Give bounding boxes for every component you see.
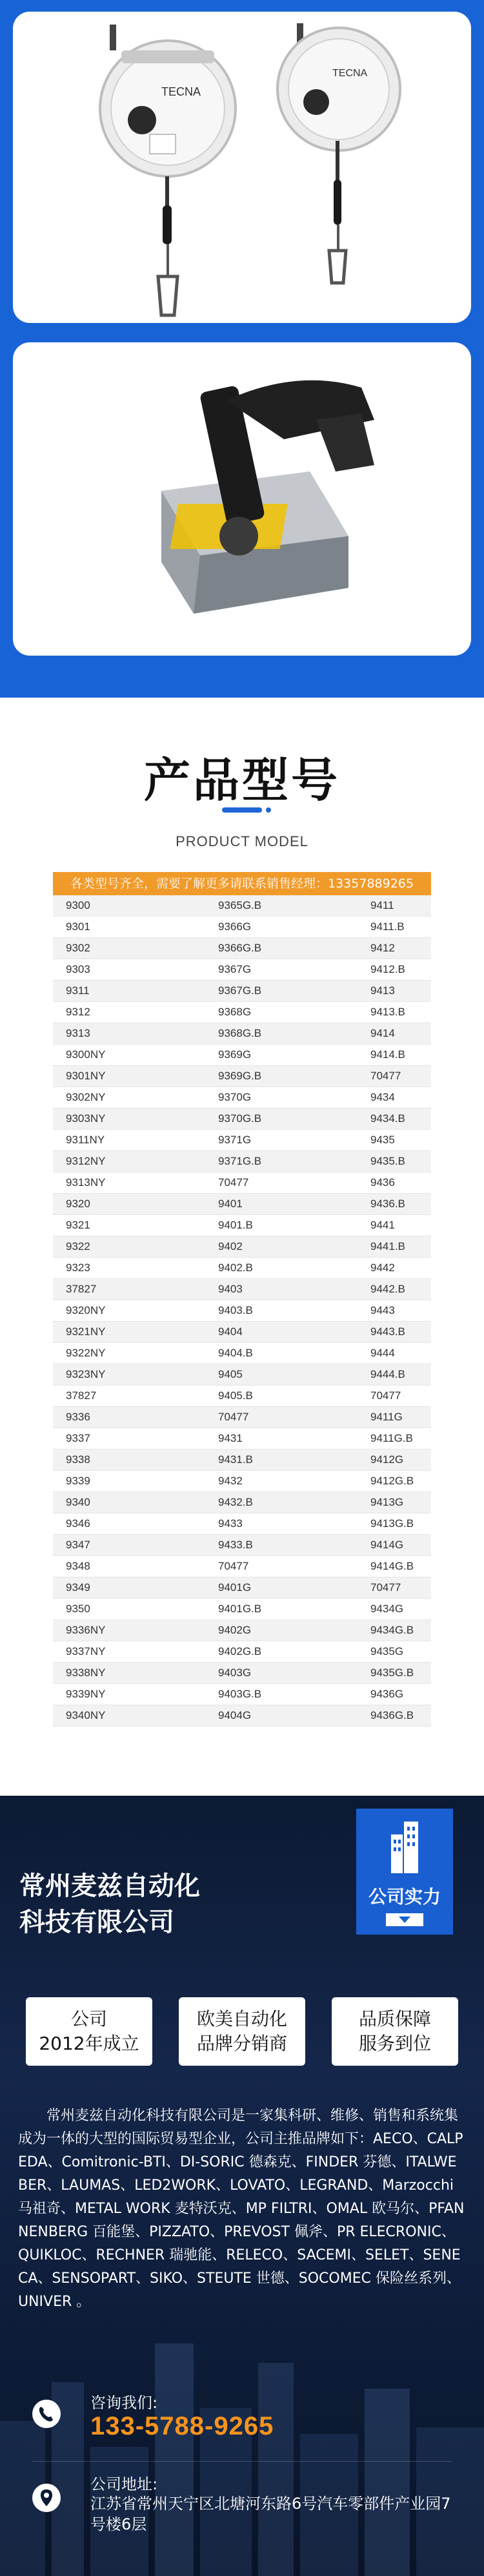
- model-cell: 9404: [205, 1322, 358, 1343]
- model-table: [53, 895, 431, 1727]
- model-cell: 9414G: [358, 1535, 431, 1556]
- model-cell: 9436G: [358, 1684, 431, 1705]
- table-row: [53, 1705, 431, 1727]
- table-row: [53, 1513, 431, 1535]
- table-row: [53, 1428, 431, 1449]
- model-cell: 9369G.B: [205, 1066, 358, 1087]
- model-cell: 9411: [358, 895, 431, 917]
- model-cell: 9444: [358, 1343, 431, 1364]
- location-pin-icon: [32, 2484, 61, 2512]
- title-underline: [222, 807, 262, 813]
- model-cell: 9435.B: [358, 1151, 431, 1172]
- model-cell: 9432.B: [205, 1492, 358, 1513]
- model-cell: 9436G.B: [358, 1705, 431, 1727]
- table-row: [53, 895, 431, 917]
- table-row: [53, 917, 431, 938]
- phone-number[interactable]: 133-5788-9265: [90, 2412, 274, 2440]
- model-cell: 9312: [53, 1002, 205, 1023]
- model-cell: 9347: [53, 1535, 205, 1556]
- model-cell: 9402G: [205, 1620, 358, 1641]
- table-row: [53, 1471, 431, 1492]
- model-cell: 9436: [358, 1172, 431, 1194]
- model-cell: 9404G: [205, 1705, 358, 1727]
- model-cell: 9414G.B: [358, 1556, 431, 1577]
- tool-support-image: [13, 342, 471, 656]
- model-cell: 9320: [53, 1194, 205, 1215]
- model-cell: 9320NY: [53, 1300, 205, 1322]
- svg-text:TECNA: TECNA: [332, 68, 368, 79]
- table-row: [53, 1449, 431, 1471]
- model-cell: 9413G.B: [358, 1513, 431, 1535]
- model-cell: 9322: [53, 1236, 205, 1258]
- model-cell: 9414: [358, 1023, 431, 1044]
- company-name-line2: 科技有限公司: [19, 1907, 174, 1937]
- model-cell: 9435G: [358, 1641, 431, 1663]
- table-row: [53, 1087, 431, 1108]
- model-cell: 9413: [358, 981, 431, 1002]
- table-row: [53, 938, 431, 959]
- product-model-section: [0, 698, 484, 1796]
- phone-icon: [32, 2400, 61, 2428]
- model-cell: 37827: [53, 1386, 205, 1407]
- model-cell: 9413.B: [358, 1002, 431, 1023]
- table-row: [53, 1002, 431, 1023]
- table-row: [53, 1599, 431, 1620]
- table-row: [53, 1066, 431, 1087]
- model-cell: 9339: [53, 1471, 205, 1492]
- model-cell: 9403G.B: [205, 1684, 358, 1705]
- model-cell: 9301: [53, 917, 205, 938]
- model-cell: 9441.B: [358, 1236, 431, 1258]
- model-cell: 9368G.B: [205, 1023, 358, 1044]
- model-cell: 9412: [358, 938, 431, 959]
- model-cell: 9433.B: [205, 1535, 358, 1556]
- model-cell: 9311NY: [53, 1130, 205, 1151]
- table-row: [53, 1364, 431, 1386]
- feature-quality: [332, 1997, 458, 2066]
- chevron-down-icon: [386, 1913, 423, 1926]
- divider: [32, 2461, 452, 2462]
- model-cell: 9336: [53, 1407, 205, 1428]
- model-cell: 9414.B: [358, 1044, 431, 1066]
- model-cell: 70477: [358, 1577, 431, 1599]
- model-cell: 9346: [53, 1513, 205, 1535]
- model-cell: 9303: [53, 959, 205, 981]
- model-cell: 9401.B: [205, 1215, 358, 1236]
- model-cell: 9366G.B: [205, 938, 358, 959]
- model-cell: 70477: [205, 1172, 358, 1194]
- model-cell: 37827: [53, 1279, 205, 1300]
- model-cell: 70477: [358, 1386, 431, 1407]
- model-cell: 9337: [53, 1428, 205, 1449]
- table-row: [53, 1620, 431, 1641]
- table-row: [53, 1172, 431, 1194]
- table-row: [53, 1684, 431, 1705]
- model-cell: 9301NY: [53, 1066, 205, 1087]
- company-name-line1: 常州麦兹自动化: [19, 1871, 200, 1901]
- model-cell: 9368G: [205, 1002, 358, 1023]
- model-cell: 9366G: [205, 917, 358, 938]
- model-cell: 9321: [53, 1215, 205, 1236]
- product-hero: [0, 0, 484, 698]
- model-cell: 9312NY: [53, 1151, 205, 1172]
- sales-notice-banner: 各类型号齐全，需要了解更多请联系销售经理：13357889265: [53, 872, 431, 895]
- model-cell: 9349: [53, 1577, 205, 1599]
- table-row: [53, 1258, 431, 1279]
- table-row: [53, 1577, 431, 1599]
- model-cell: 9402G.B: [205, 1641, 358, 1663]
- product-photo-balancers: [13, 12, 471, 323]
- table-row: [53, 1130, 431, 1151]
- model-cell: 9402: [205, 1236, 358, 1258]
- model-cell: 9413G: [358, 1492, 431, 1513]
- model-cell: 9370G.B: [205, 1108, 358, 1130]
- model-cell: 9303NY: [53, 1108, 205, 1130]
- model-cell: 9402.B: [205, 1258, 358, 1279]
- table-row: [53, 1663, 431, 1684]
- table-row: [53, 1492, 431, 1513]
- model-cell: 9435G.B: [358, 1663, 431, 1684]
- table-row: [53, 1044, 431, 1066]
- company-section: [0, 1796, 484, 2576]
- company-strength-badge: [356, 1809, 453, 1935]
- company-name: [19, 1868, 342, 1940]
- table-row: [53, 1236, 431, 1258]
- table-row: [53, 1641, 431, 1663]
- table-row: [53, 1023, 431, 1044]
- feature-distributor: [179, 1997, 305, 2066]
- model-cell: 9340NY: [53, 1705, 205, 1727]
- svg-text:TECNA: TECNA: [161, 85, 201, 98]
- feature-line2: 品牌分销商: [196, 2033, 287, 2054]
- model-cell: 9411G.B: [358, 1428, 431, 1449]
- address-text: 江苏省常州天宁区北塘河东路6号汽车零部件产业园7号楼6层: [90, 2495, 451, 2533]
- table-row: [53, 1386, 431, 1407]
- table-row: [53, 1151, 431, 1172]
- table-row: [53, 1343, 431, 1364]
- model-cell: 9401G: [205, 1577, 358, 1599]
- model-cell: 9431: [205, 1428, 358, 1449]
- model-cell: 9338NY: [53, 1663, 205, 1684]
- model-cell: 9401: [205, 1194, 358, 1215]
- model-cell: 9369G: [205, 1044, 358, 1066]
- table-row: [53, 959, 431, 981]
- company-description: 常州麦兹自动化科技有限公司是一家集科研、维修、销售和系统集成为一体的大型的国际贸易型企业，公司主推品牌如下：AECO、CALPEDA、Comitronic-BTI、DI-SORIC 德森克、FINDER 芬德、ITALWEBER、LAUMAS、LED2WORK、LOVATO、LEGRAND、Marzocchi 马祖奇、METAL WORK 麦特沃克、MP FILTRI、OMAL 欧马尔、PFANNENBERG 百能堡、PIZZATO、PREVOST 佩斧、PR ELECRONIC、QUIKLOC、RECHNER 瑞驰能、RELECO、SACEMI、SELET、SENECA、SENSOPART、SIKO、STEUTE 世德、SOCOMEC 保险丝系列、UNIVER 。: [18, 2108, 465, 2310]
- model-cell: 9403G: [205, 1663, 358, 1684]
- model-cell: 9443: [358, 1300, 431, 1322]
- model-cell: 9311: [53, 981, 205, 1002]
- model-cell: 9348: [53, 1556, 205, 1577]
- model-cell: 9350: [53, 1599, 205, 1620]
- model-cell: 9339NY: [53, 1684, 205, 1705]
- spring-balancer-image: [13, 12, 471, 323]
- model-cell: 9321NY: [53, 1322, 205, 1343]
- model-cell: 70477: [358, 1066, 431, 1087]
- model-cell: 9405: [205, 1364, 358, 1386]
- model-cell: 9370G: [205, 1087, 358, 1108]
- model-cell: 9411G: [358, 1407, 431, 1428]
- feature-founded: [26, 1997, 152, 2066]
- model-cell: 9434G.B: [358, 1620, 431, 1641]
- model-cell: 9404.B: [205, 1343, 358, 1364]
- model-cell: 9436.B: [358, 1194, 431, 1215]
- table-row: [53, 1300, 431, 1322]
- model-cell: 9411.B: [358, 917, 431, 938]
- model-cell: 9442.B: [358, 1279, 431, 1300]
- table-row: [53, 1556, 431, 1577]
- model-cell: 9371G.B: [205, 1151, 358, 1172]
- model-cell: 9367G: [205, 959, 358, 981]
- model-cell: 9367G.B: [205, 981, 358, 1002]
- model-cell: 9323: [53, 1258, 205, 1279]
- model-cell: 9338: [53, 1449, 205, 1471]
- model-cell: 9336NY: [53, 1620, 205, 1641]
- section-title: 产品型号: [143, 753, 340, 807]
- model-cell: 9403.B: [205, 1300, 358, 1322]
- model-cell: 9405.B: [205, 1386, 358, 1407]
- model-cell: 9323NY: [53, 1364, 205, 1386]
- model-cell: 9434: [358, 1087, 431, 1108]
- model-cell: 9302: [53, 938, 205, 959]
- phone-label: 咨询我们:: [90, 2394, 158, 2412]
- feature-line1: 欧美自动化: [196, 2008, 287, 2030]
- table-row: [53, 1279, 431, 1300]
- model-cell: 9443.B: [358, 1322, 431, 1343]
- model-cell: 9337NY: [53, 1641, 205, 1663]
- model-cell: 9412G: [358, 1449, 431, 1471]
- model-cell: 9401G.B: [205, 1599, 358, 1620]
- table-row: [53, 1535, 431, 1556]
- model-cell: 9403: [205, 1279, 358, 1300]
- feature-line1: 品质保障: [358, 2008, 431, 2030]
- model-cell: 9302NY: [53, 1087, 205, 1108]
- feature-line2: 2012年成立: [39, 2033, 139, 2054]
- model-cell: 9444.B: [358, 1364, 431, 1386]
- model-cell: 9442: [358, 1258, 431, 1279]
- model-cell: 9441: [358, 1215, 431, 1236]
- model-cell: 9412G.B: [358, 1471, 431, 1492]
- model-cell: 9412.B: [358, 959, 431, 981]
- model-cell: 9434.B: [358, 1108, 431, 1130]
- table-row: [53, 1194, 431, 1215]
- model-cell: 9365G.B: [205, 895, 358, 917]
- badge-label: 公司实力: [368, 1886, 441, 1907]
- section-subtitle: PRODUCT MODEL: [176, 833, 308, 849]
- feature-line2: 服务到位: [358, 2033, 431, 2054]
- table-row: [53, 1322, 431, 1343]
- model-cell: 9434G: [358, 1599, 431, 1620]
- model-cell: 9340: [53, 1492, 205, 1513]
- model-cell: 9322NY: [53, 1343, 205, 1364]
- model-cell: 9432: [205, 1471, 358, 1492]
- model-cell: 9313NY: [53, 1172, 205, 1194]
- model-cell: 9431.B: [205, 1449, 358, 1471]
- product-photo-tool-support: [13, 342, 471, 656]
- feature-line1: 公司: [70, 2008, 107, 2030]
- model-cell: 9300NY: [53, 1044, 205, 1066]
- table-row: [53, 1215, 431, 1236]
- table-row: [53, 1407, 431, 1428]
- model-cell: 70477: [205, 1407, 358, 1428]
- model-cell: 70477: [205, 1556, 358, 1577]
- table-row: [53, 1108, 431, 1130]
- model-cell: 9433: [205, 1513, 358, 1535]
- model-cell: 9435: [358, 1130, 431, 1151]
- model-cell: 9371G: [205, 1130, 358, 1151]
- building-icon: [391, 1822, 418, 1873]
- table-row: [53, 981, 431, 1002]
- address-label: 公司地址:: [90, 2475, 158, 2493]
- model-cell: 9313: [53, 1023, 205, 1044]
- model-cell: 9300: [53, 895, 205, 917]
